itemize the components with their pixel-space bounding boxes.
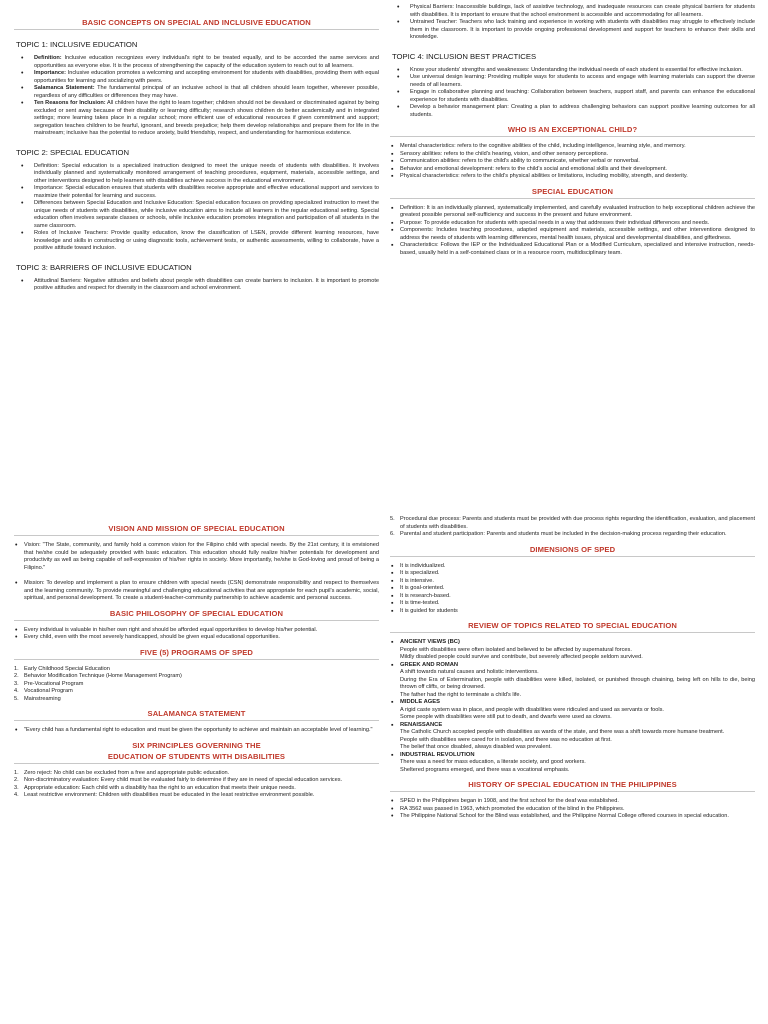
- list-item: [14, 777, 379, 785]
- item-number: 3.: [14, 680, 19, 687]
- review-list: [390, 639, 755, 774]
- list-item: [34, 55, 379, 70]
- list-item: [34, 70, 379, 85]
- list-item: [14, 688, 379, 696]
- list-item: [14, 769, 379, 778]
- item-text: Non-discriminatory evaluation: Every child must be evaluated fairly to determine if they are in need of special education services.: [24, 777, 343, 783]
- topic-2-list: [14, 163, 379, 253]
- list-item: • Physical Barriers: Inaccessible buildings, lack of assistive technology, and inadequate resources can create physical barriers for students with disabilities. It is important to ensure that the school environment is accessible and accommodating for all learners.: [410, 4, 755, 19]
- topic-1-heading: TOPIC 1: INCLUSIVE EDUCATION: [16, 40, 138, 49]
- era-line: There was a need for mass education, a literate society, and good workers.: [400, 759, 586, 765]
- era-line: Mildly disabled people could survive and contribute, but severely affected people seldom survived.: [400, 654, 643, 660]
- item-text: All children have the right to learn together; children should not be devalued or discriminated against by being excluded or sent away because of their disability or learning difficulty; research shows children do better academically and in integrated settings; more learning takes place in a regular school; more efficient use of educational resources if given commitment and support; segregation teaches children to be fearful, ignorant, and breeds prejudice; help them develop relationships and prepare them for life in the mainstream; inclusive has the potential to reduce anxiety, build friendship, respect, and understanding for harmonious existence.: [34, 100, 380, 136]
- history-list: [390, 798, 755, 821]
- era-line: Some people with disabilities were still put to death, and dwarfs were used as clowns.: [400, 714, 612, 720]
- principles-list: [14, 770, 379, 800]
- list-item: ▪ It is specialized.: [400, 570, 755, 578]
- list-item: [34, 100, 379, 138]
- item-number: 2.: [14, 673, 19, 679]
- history-title: HISTORY OF SPECIAL EDUCATION IN THE PHILIPPINES: [390, 780, 755, 792]
- programs-title: FIVE (5) PROGRAMS OF SPED: [14, 648, 379, 660]
- era-line: Sheltered programs emerged, and there was a vocational emphasis.: [400, 766, 570, 773]
- page-2: [0, 512, 768, 1024]
- list-item: ▪ It is goal-oriented.: [400, 585, 755, 593]
- list-item: • Importance: Special education ensures that students with disabilities receive appropriate and effective educational support and services to maximize their potential for learning and success.: [34, 185, 379, 200]
- item-text: Procedural due process: Parents and students must be provided with due process rights regarding the identification, evaluation, and placement of students with disabilities.: [400, 516, 755, 530]
- vision-mission-list: [14, 542, 379, 603]
- list-item: ▪ It is research-based.: [400, 593, 755, 601]
- topic-3-heading: TOPIC 3: BARRIERS OF INCLUSIVE EDUCATION: [16, 262, 192, 272]
- list-item: • Definition: Special education is a specialized instruction designed to meet the unique needs of students with disabilities. It involves individually planned and systematically monitored arrangement of teaching procedures, equipment, materials, accessible settings, and other interventions designed to help learners with disabilities achieve success in the educational environment.: [34, 163, 379, 186]
- exceptional-child-title: WHO IS AN EXCEPTIONAL CHILD?: [390, 125, 755, 137]
- list-item: • Vision: "The State, community, and family hold a common vision for the Filipino child with special needs. By the 21st century, it is envisioned that he/she could be adequately provided with basic education. This education should fully realize his/her potentials for development and productivity as well as being capable of self-expression of his/her rights in society. More importantly, he/she is God-loving and proud of being a Filipino.": [24, 542, 379, 572]
- era-item: [400, 639, 755, 662]
- list-item: • Use universal design learning: Providing multiple ways for students to access and engage with learning materials can support the diverse needs of all learners.: [410, 74, 755, 89]
- list-item: [14, 665, 379, 674]
- era-line: A shift towards natural causes and holistic interventions.: [400, 669, 539, 675]
- page-2-right-column: [390, 516, 755, 821]
- list-item: ▪ It is intensive.: [400, 578, 755, 586]
- list-item: • "Every child has a fundamental right to education and must be given the opportunity to achieve and maintain an acceptable level of learning.": [24, 727, 379, 735]
- item-number: 2.: [14, 777, 19, 783]
- era-item: [400, 752, 755, 775]
- list-item: ▪ Mental characteristics: refers to the cognitive abilities of the child, including intelligence, learning style, and memory.: [400, 143, 755, 151]
- topic-3-list-continued: [390, 4, 755, 42]
- list-item: [14, 680, 379, 689]
- item-number: 5.: [390, 516, 395, 522]
- era-name: ▪ ANCIENT VIEWS (BC): [400, 639, 460, 645]
- list-item: • Mission: To develop and implement a plan to ensure children with special needs (CSN) demonstrate responsibility and respect to themselves and the learning community. To provide meaningful and challenging educational activities that are appropriate for each pupil's academic, social, spiritual, and personal development. To create a student-teacher-community partnership to achieve academic and personal success.: [24, 580, 379, 603]
- era-item: [400, 662, 755, 700]
- page-2-left-column: [14, 518, 379, 800]
- topic-2-heading: TOPIC 2: SPECIAL EDUCATION: [16, 147, 130, 157]
- list-item: [14, 695, 379, 704]
- era-item: [400, 722, 755, 752]
- item-text: Early Childhood Special Education: [24, 665, 110, 672]
- philosophy-list: [14, 627, 379, 642]
- exceptional-child-list: [390, 143, 755, 181]
- vision-mission-title: VISION AND MISSION OF SPECIAL EDUCATION: [14, 524, 379, 536]
- list-item: ▪ Communication abilities: refers to the child's ability to communicate, whether verbal or nonverbal.: [400, 158, 755, 166]
- page-1-right-column: [390, 4, 755, 257]
- list-item: [390, 516, 755, 531]
- item-number: 1.: [14, 665, 19, 672]
- era-line: People with disabilities were often isolated and believed to be affected by supernatural forces.: [400, 646, 632, 653]
- item-text: Pre-Vocational Program: [24, 680, 84, 687]
- list-item: [34, 85, 379, 100]
- era-name: ▪ MIDDLE AGES: [400, 699, 441, 705]
- item-number: 5.: [14, 695, 19, 702]
- list-item: • The Philippine National School for the Blind was established, and the Philippine Normal College offered courses in special education.: [400, 813, 755, 821]
- dimensions-list: [390, 563, 755, 616]
- list-item: • SPED in the Philippines began in 1908, and the first school for the deaf was established.: [400, 798, 755, 806]
- salamanca-list: [14, 727, 379, 735]
- special-education-list: [390, 205, 755, 258]
- list-item: • RA 3562 was passed in 1963, which promoted the education of the blind in the Philippines.: [400, 806, 755, 814]
- item-text: Inclusive education promotes a welcoming and accepting environment for students with disabilities, providing them with equal opportunities for learning and socializing with peers.: [34, 70, 379, 84]
- list-item: ▪ Sensory abilities: refers to the child's hearing, vision, and other sensory perceptions.: [400, 151, 755, 159]
- principles-title-line-2: EDUCATION OF STUDENTS WITH DISABILITIES: [14, 752, 379, 764]
- item-number: 1.: [14, 769, 19, 776]
- list-item: • Know your students' strengths and weaknesses: Understanding the individual needs of each student is essential for effective inclusion.: [410, 67, 755, 75]
- list-item: ▪ Physical characteristics: refers to the child's physical abilities or limitations, including mobility, strength, and dexterity.: [400, 173, 755, 181]
- era-line: The Catholic Church accepted people with disabilities as wards of the state, and there was a shift towards more humane treatment.: [400, 729, 725, 735]
- list-item: [14, 792, 379, 800]
- item-number: 4.: [14, 792, 19, 798]
- era-line: People with disabilities were cared for in isolation, and there was no education at first.: [400, 736, 612, 743]
- list-item: • Differences between Special Education and Inclusive Education: Special education focuses on providing specialized instruction to meet the unique needs of students with disabilities, while inclusive education aims to include all learners in the regular educational setting. Special education often involves separate classes or schools, while inclusive education promotes integration and participation of all students in the same classroom.: [34, 200, 379, 230]
- item-label: Salamanca Statement:: [34, 85, 95, 91]
- era-name: ▪ INDUSTRIAL REVOLUTION: [400, 751, 475, 758]
- item-text: Least restrictive environment: Children with disabilities must be educated in the least restrictive environment possible.: [24, 792, 315, 798]
- special-education-title: SPECIAL EDUCATION: [390, 187, 755, 199]
- topic-4-list: [390, 67, 755, 120]
- item-text: Parental and student participation: Parents and students must be included in the decision-making process regarding their education.: [400, 531, 727, 537]
- era-name: ▪ RENAISSANCE: [400, 721, 443, 728]
- item-label: Importance:: [34, 70, 67, 76]
- programs-list: [14, 666, 379, 704]
- list-item: ▪ Behavior and emotional development: refers to the child's social and emotional skills and their development.: [400, 166, 755, 174]
- era-line: A rigid caste system was in place, and people with disabilities were ridiculed and used as servants or fools.: [400, 706, 664, 713]
- list-item: • Roles of Inclusive Teachers: Provide quality education, know the classification of LSEN, provide different learning resources, have knowledge and skills in constructing or using diagnostic tools, achievement tests, or authentic assessments, willing to collaborate, have a positive attitude toward inclusion.: [34, 230, 379, 253]
- list-item: • Engage in collaborative planning and teaching: Collaboration between teachers, support staff, and parents can enhance the educational experience for students with disabilities.: [410, 89, 755, 104]
- item-text: Behavior Modification Technique (Home Management Program): [24, 673, 182, 679]
- salamanca-title: SALAMANCA STATEMENT: [14, 709, 379, 721]
- list-item: [390, 531, 755, 539]
- item-text: Vocational Program: [24, 688, 73, 694]
- item-number: 6.: [390, 531, 395, 537]
- era-line: The belief that once disabled, always disabled was prevalent.: [400, 744, 552, 750]
- list-item: ▪ Purpose: To provide education for students with special needs in a way that addresses their individual differences and needs.: [400, 220, 755, 228]
- item-number: 3.: [14, 784, 19, 791]
- principles-list-continued: [390, 516, 755, 539]
- list-item: • Every individual is valuable in his/her own right and should be afforded equal opportunities to develop his/her potential.: [24, 627, 379, 635]
- list-item: ▪ Characteristics: Follows the IEP or the Individualized Educational Plan or a Modified Curriculum, specialized and intensive instruction, needs-based, usually held in a self-contained class or in a resource room, multidisciplinary team.: [400, 242, 755, 257]
- item-number: 4.: [14, 688, 19, 694]
- era-line: The father had the right to terminate a child's life.: [400, 691, 522, 698]
- dimensions-title: DIMENSIONS OF SPED: [390, 545, 755, 557]
- item-text: Appropriate education: Each child with a disability has the right to an education that meets their unique needs.: [24, 784, 296, 791]
- era-name: ▪ GREEK AND ROMAN: [400, 661, 459, 668]
- era-item: [400, 699, 755, 722]
- item-text: Zero reject: No child can be excluded from a free and appropriate public education.: [24, 769, 230, 776]
- item-text: The fundamental principal of an inclusive school is that all children should learn together, wherever possible, regardless of any difficulties or differences they may have.: [34, 85, 379, 99]
- list-item: [14, 673, 379, 681]
- item-text: Inclusive education recognizes every individual's right to be treated equally, and to be accorded the same services and opportunities as everyone else. It is the process of strengthening the capacity of the education system to reach out to all learners.: [34, 55, 379, 69]
- page-1-left-column: [14, 12, 379, 293]
- list-item: ▪ It is time-tested.: [400, 600, 755, 608]
- list-item: ▪ Definition: It is an individually planned, systematically implemented, and carefully evaluated instruction to help exceptional children achieve the greatest possible personal self-sufficiency and success in the present and future environment.: [400, 205, 755, 220]
- principles-title-line-1: SIX PRINCIPLES GOVERNING THE: [132, 740, 261, 750]
- topic-1-list: [14, 55, 379, 138]
- list-item: ▪ It is guided for students: [400, 608, 755, 616]
- list-item: • Every child, even with the most severely handicapped, should be given equal educational opportunities.: [24, 634, 379, 642]
- main-title: BASIC CONCEPTS ON SPECIAL AND INCLUSIVE EDUCATION: [14, 18, 379, 30]
- list-item: • Untrained Teacher: Teachers who lack training and experience in working with students with disabilities may struggle to effectively include them in the classroom. It is important to provide ongoing professional development and support for teachers to enhance their skills and knowledge.: [410, 19, 755, 42]
- review-title: REVIEW OF TOPICS RELATED TO SPECIAL EDUCATION: [390, 621, 755, 633]
- list-item: • Develop a behavior management plan: Creating a plan to address challenging behaviors can support positive learning outcomes for all students.: [410, 104, 755, 119]
- era-line: During the Era of Extermination, people with disabilities were killed, isolated, or punished through chaining, being left on hills to die, being thrown off cliffs, or being drowned.: [400, 676, 755, 690]
- topic-3-list: [14, 278, 379, 293]
- topic-4-heading: TOPIC 4: INCLUSION BEST PRACTICES: [392, 51, 537, 61]
- item-label: Ten Reasons for Inclusion:: [34, 100, 106, 106]
- list-item: ▪ Components: Includes teaching procedures, adapted equipment and materials, accessible settings, and other interventions designed to address the needs of students with learning differences, mental health issues, physical and developmental disabilities, and giftedness.: [400, 227, 755, 242]
- item-text: Mainstreaming: [24, 695, 61, 702]
- item-label: Definition:: [34, 55, 62, 61]
- philosophy-title: BASIC PHILOSOPHY OF SPECIAL EDUCATION: [14, 609, 379, 621]
- list-item: • Attitudinal Barriers: Negative attitudes and beliefs about people with disabilities can create barriers to inclusion. It is important to promote positive attitudes and respect for diversity in the classroom and school environment.: [34, 278, 379, 293]
- list-item: ▪ It is individualized.: [400, 563, 755, 571]
- list-item: [14, 784, 379, 793]
